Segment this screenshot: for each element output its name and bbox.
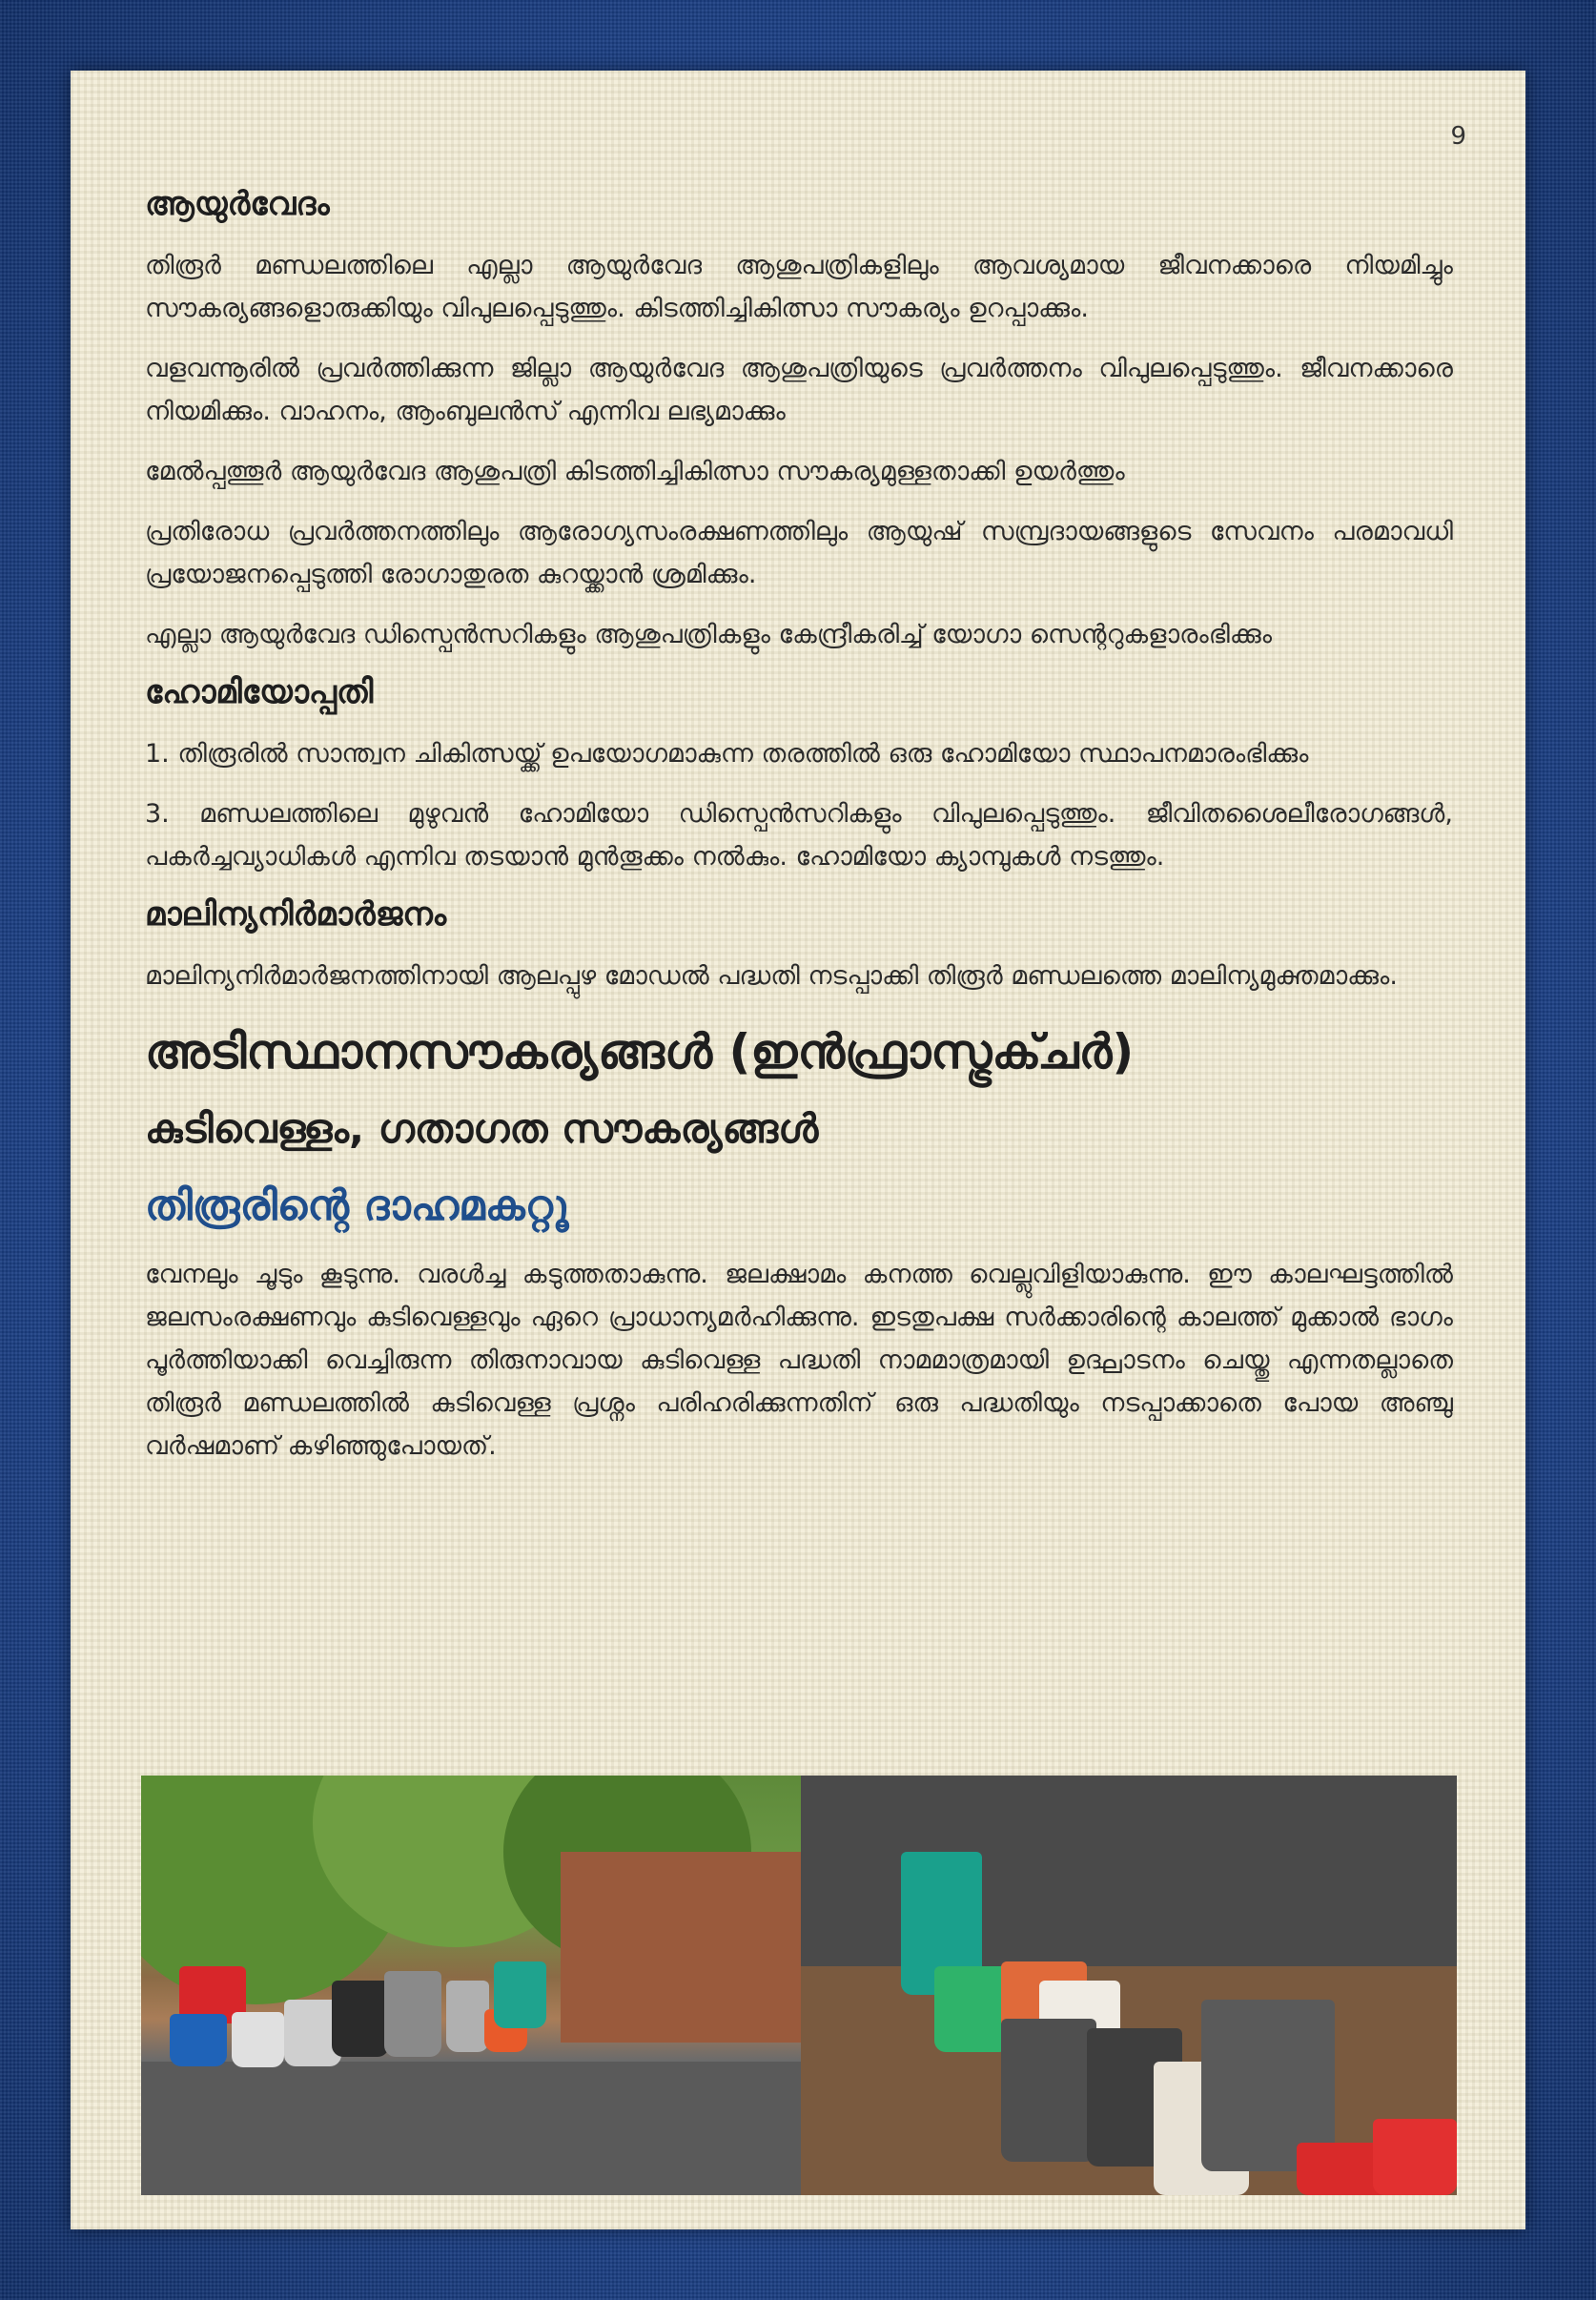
photo-bucket-cluster bbox=[801, 1776, 1457, 2195]
paragraph: തിരൂർ മണ്ഡലത്തിലെ എല്ലാ ആയുർവേദ ആശുപത്രികളിലും ആവശ്യമായ ജീവനക്കാരെ നിയമിച്ചും സൗകര്യങ്ങളൊരുക്കിയും വിപുലപ്പെടുത്തും. കിടത്തിച്ചികിത്സാ സൗകര്യം ഉറപ്പാക്കും. bbox=[145, 251, 1453, 323]
main-heading: അടിസ്ഥാനസൗകര്യങ്ങൾ (ഇൻഫ്രാസ്ട്രക്ചർ) bbox=[145, 1024, 1135, 1079]
section-heading-ayurveda: ആയുർവേദം bbox=[145, 185, 330, 223]
section-heading-waste: മാലിന്യനിർമാർജനം bbox=[145, 895, 447, 934]
section-heading-homeopathy: ഹോമിയോപ്പതി bbox=[145, 673, 374, 711]
page-content bbox=[145, 185, 1453, 1485]
document-page bbox=[71, 71, 1525, 2229]
photo-roadside-buckets bbox=[141, 1776, 801, 2195]
page-number: 9 bbox=[1450, 122, 1466, 151]
paragraph: പ്രതിരോധ പ്രവർത്തനത്തിലും ആരോഗ്യസംരക്ഷണത്തിലും ആയുഷ് സമ്പ്രദായങ്ങളുടെ സേവനം പരമാവധി പ്രയോജനപ്പെടുത്തി രോഗാതുരത കുറയ്ക്കാൻ ശ്രമിക്കും. bbox=[145, 517, 1453, 589]
blue-heading: തിരൂരിന്റെ ദാഹമകറ്റൂ bbox=[145, 1181, 569, 1230]
paragraph: മാലിന്യനിർമാർജനത്തിനായി ആലപ്പുഴ മോഡൽ പദ്ധതി നടപ്പാക്കി തിരൂർ മണ്ഡലത്തെ മാലിന്യമുക്തമാക്കും. bbox=[145, 961, 1398, 991]
paragraph: എല്ലാ ആയുർവേദ ഡിസ്പെൻസറികളും ആശുപത്രികളും കേന്ദ്രീകരിച്ച് യോഗാ സെന്ററുകളാരംഭിക്കും bbox=[145, 620, 1273, 649]
paragraph: 3. മണ്ഡലത്തിലെ മുഴുവൻ ഹോമിയോ ഡിസ്പെൻസറികളും വിപുലപ്പെടുത്തും. ജീവിതശൈലീരോഗങ്ങൾ, പകർച്ചവ്യാധികൾ എന്നിവ തടയാൻ മുൻതൂക്കം നൽകും. ഹോമിയോ ക്യാമ്പുകൾ നടത്തും. bbox=[145, 799, 1453, 872]
paragraph: മേൽപ്പത്തൂർ ആയുർവേദ ആശുപത്രി കിടത്തിച്ചികിത്സാ സൗകര്യമുള്ളതാക്കി ഉയർത്തും bbox=[145, 457, 1125, 486]
paragraph: വളവന്നൂരിൽ പ്രവർത്തിക്കുന്ന ജില്ലാ ആയുർവേദ ആശുപത്രിയുടെ പ്രവർത്തനം വിപുലപ്പെടുത്തും. ജീവനക്കാരെ നിയമിക്കും. വാഹനം, ആംബുലൻസ് എന്നിവ ലഭ്യമാക്കും bbox=[145, 354, 1453, 426]
photo-strip bbox=[141, 1776, 1457, 2195]
paragraph: 1. തിരൂരിൽ സാന്ത്വന ചികിത്സയ്ക്ക് ഉപയോഗമാകുന്ന തരത്തിൽ ഒരു ഹോമിയോ സ്ഥാപനമാരംഭിക്കും bbox=[145, 739, 1309, 769]
water-paragraph: വേനലും ചൂടും കൂടുന്നു. വരൾച്ച കടുത്തതാകുന്നു. ജലക്ഷാമം കനത്ത വെല്ലുവിളിയാകുന്നു. ഈ കാലഘട്ടത്തിൽ ജലസംരക്ഷണവും കുടിവെള്ളവും ഏറെ പ്രാധാന്യമർഹിക്കുന്നു. ഇടതുപക്ഷ സർക്കാരിന്റെ കാലത്ത് മുക്കാൽ ഭാഗം പൂർത്തിയാക്കി വെച്ചിരുന്ന തിരുനാവായ കുടിവെള്ള പദ്ധതി നാമമാത്രമായി ഉദ്ഘാടനം ചെയ്തു എന്നതല്ലാതെ തിരൂർ മണ്ഡലത്തിൽ കുടിവെള്ള പ്രശ്നം പരിഹരിക്കുന്നതിന് ഒരു പദ്ധതിയും നടപ്പാക്കാതെ പോയ അഞ്ചു വർഷമാണ് കഴിഞ്ഞുപോയത്. bbox=[145, 1260, 1453, 1461]
sub-heading: കുടിവെള്ളം, ഗതാഗത സൗകര്യങ്ങൾ bbox=[145, 1105, 819, 1152]
